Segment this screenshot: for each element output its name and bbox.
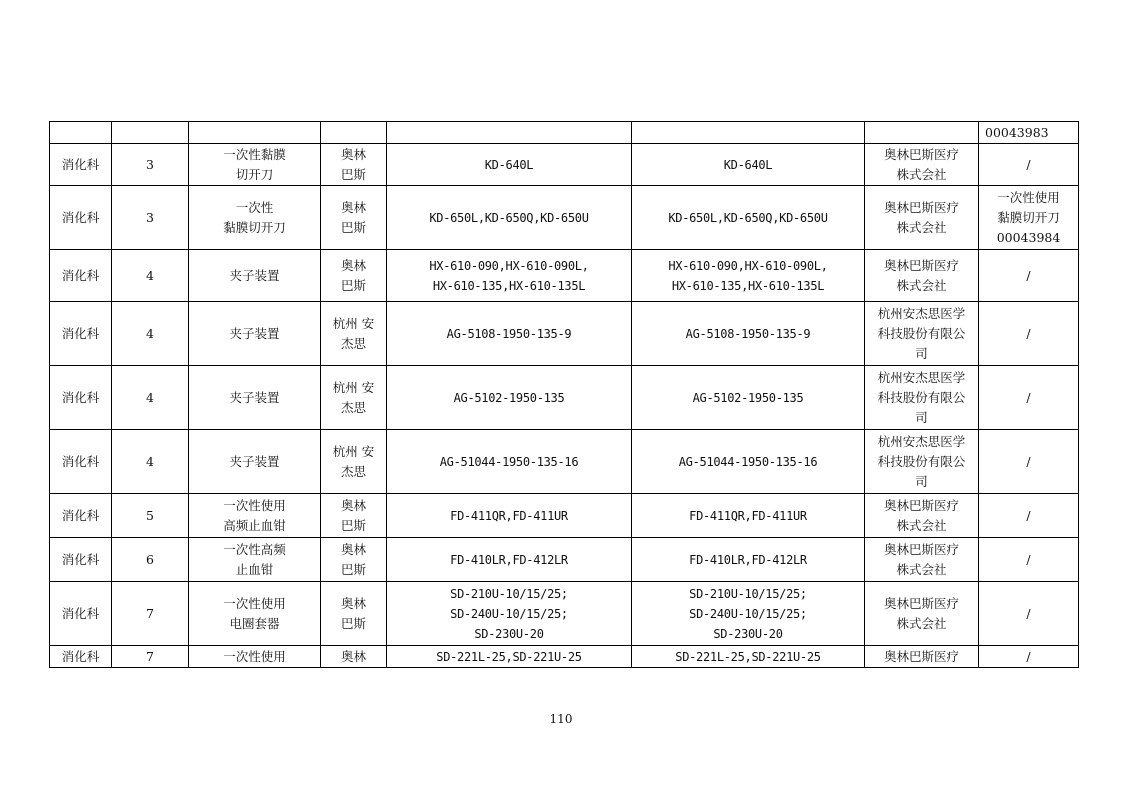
remark-cell-line: 一次性使用 [997, 189, 1060, 205]
class-cell: 3 [112, 186, 189, 250]
remark-cell [979, 494, 1079, 538]
manufacturer-cell-line: 奥林巴斯医疗 [883, 595, 959, 611]
model-spec-cell-line: SD-210U-10/15/25; [689, 586, 807, 601]
class-cell: 5 [112, 494, 189, 538]
remark-cell [979, 250, 1079, 302]
remark-cell-line: 黏膜切开刀 [997, 209, 1060, 225]
class-cell: 4 [112, 302, 189, 366]
device-name-cell-line: 电圈套器 [229, 615, 280, 631]
model-registered-cell [387, 582, 632, 646]
brand-cell [321, 646, 387, 668]
model-registered-cell [387, 302, 632, 366]
model-registered-cell [387, 186, 632, 250]
manufacturer-cell [865, 250, 979, 302]
table-row [50, 366, 1079, 430]
brand-cell-line: 奥林 [340, 595, 366, 611]
model-spec-cell-line: SD-221L-25,SD-221U-25 [675, 649, 821, 664]
remark-cell-line: / [1026, 267, 1031, 283]
model-spec-cell [632, 302, 865, 366]
manufacturer-cell-line: 司 [915, 345, 928, 361]
device-name-cell [189, 494, 321, 538]
model-registered-cell-line: SD-210U-10/15/25; [450, 586, 568, 601]
remark-cell [979, 144, 1079, 186]
manufacturer-cell [865, 494, 979, 538]
manufacturer-cell-line: 奥林巴斯医疗 [883, 199, 959, 215]
remark-cell [979, 582, 1079, 646]
device-table [49, 121, 1079, 668]
device-name-cell [189, 302, 321, 366]
device-name-cell-line: 夹子装置 [229, 267, 280, 283]
manufacturer-cell-line: 株式会社 [896, 277, 947, 293]
model-registered-cell-line: AG-5108-1950-135-9 [446, 326, 572, 341]
dept-cell: 消化科 [50, 494, 112, 538]
model-registered-cell [387, 430, 632, 494]
class-cell: 4 [112, 366, 189, 430]
table-row [50, 430, 1079, 494]
device-name-cell [189, 144, 321, 186]
manufacturer-cell [865, 302, 979, 366]
device-name-cell [189, 122, 321, 144]
model-registered-cell [387, 122, 632, 144]
device-name-cell-line: 黏膜切开刀 [223, 219, 286, 235]
table-row [50, 144, 1079, 186]
page-number: 110 [549, 712, 573, 726]
device-name-cell-line: 夹子装置 [229, 389, 280, 405]
brand-cell-line: 巴斯 [340, 219, 366, 235]
model-spec-cell-line: AG-5108-1950-135-9 [685, 326, 811, 341]
table-row [50, 302, 1079, 366]
model-spec-cell [632, 646, 865, 668]
model-registered-cell [387, 646, 632, 668]
remark-cell-line: / [1026, 648, 1031, 664]
class-cell: 7 [112, 646, 189, 668]
brand-cell [321, 538, 387, 582]
manufacturer-cell-line: 奥林巴斯医疗 [883, 146, 959, 162]
manufacturer-cell [865, 646, 979, 668]
device-name-cell-line: 夹子装置 [229, 453, 280, 469]
model-spec-cell [632, 538, 865, 582]
remark-cell-line: / [1026, 453, 1031, 469]
brand-cell-line: 巴斯 [340, 277, 366, 293]
brand-cell-line: 奥林 [340, 146, 366, 162]
brand-cell [321, 494, 387, 538]
brand-cell [321, 366, 387, 430]
model-spec-cell-line: SD-240U-10/15/25; [689, 606, 807, 621]
remark-cell-line: 00043983 [985, 124, 1049, 140]
brand-cell-line: 杭州 安 [332, 443, 375, 459]
model-registered-cell-line: SD-221L-25,SD-221U-25 [436, 649, 582, 664]
class-cell: 4 [112, 250, 189, 302]
remark-cell [979, 186, 1079, 250]
remark-cell-line: / [1026, 605, 1031, 621]
model-spec-cell [632, 494, 865, 538]
manufacturer-cell [865, 122, 979, 144]
model-spec-cell-line: FD-410LR,FD-412LR [689, 552, 807, 567]
device-name-cell-line: 一次性 [235, 199, 274, 215]
model-spec-cell-line: AG-51044-1950-135-16 [678, 454, 818, 469]
manufacturer-cell-line: 科技股份有限公 [877, 389, 966, 405]
model-registered-cell-line: KD-640L [484, 157, 534, 172]
brand-cell-line: 巴斯 [340, 561, 366, 577]
model-registered-cell-line: SD-240U-10/15/25; [450, 606, 568, 621]
brand-cell-line: 杭州 安 [332, 315, 375, 331]
brand-cell [321, 144, 387, 186]
manufacturer-cell [865, 430, 979, 494]
table-row [50, 494, 1079, 538]
table-row [50, 186, 1079, 250]
remark-cell [979, 302, 1079, 366]
device-name-cell [189, 366, 321, 430]
model-spec-cell [632, 430, 865, 494]
brand-cell-line: 奥林 [340, 257, 366, 273]
model-spec-cell [632, 122, 865, 144]
manufacturer-cell-line: 株式会社 [896, 219, 947, 235]
brand-cell-line: 杰思 [340, 463, 366, 479]
remark-cell-line: / [1026, 325, 1031, 341]
remark-cell [979, 366, 1079, 430]
device-name-cell-line: 一次性使用 [223, 595, 286, 611]
brand-cell-line: 杰思 [340, 399, 366, 415]
manufacturer-cell-line: 司 [915, 409, 928, 425]
remark-cell-line: / [1026, 507, 1031, 523]
table-row [50, 122, 1079, 144]
model-spec-cell-line: AG-5102-1950-135 [692, 390, 804, 405]
table-row [50, 582, 1079, 646]
manufacturer-cell [865, 366, 979, 430]
manufacturer-cell-line: 奥林巴斯医疗 [883, 648, 959, 664]
model-registered-cell [387, 494, 632, 538]
model-registered-cell-line: HX-610-090,HX-610-090L, [429, 258, 589, 273]
model-registered-cell [387, 366, 632, 430]
brand-cell-line: 杰思 [340, 335, 366, 351]
manufacturer-cell [865, 538, 979, 582]
model-spec-cell [632, 582, 865, 646]
model-spec-cell [632, 250, 865, 302]
model-spec-cell-line: HX-610-090,HX-610-090L, [668, 258, 828, 273]
dept-cell: 消化科 [50, 646, 112, 668]
model-registered-cell-line: KD-650L,KD-650Q,KD-650U [429, 210, 589, 225]
model-spec-cell-line: SD-230U-20 [713, 626, 783, 641]
brand-cell-line: 奥林 [340, 648, 366, 664]
manufacturer-cell-line: 株式会社 [896, 615, 947, 631]
manufacturer-cell-line: 杭州安杰思医学 [877, 305, 966, 321]
device-name-cell [189, 186, 321, 250]
device-name-cell-line: 一次性使用 [223, 648, 286, 664]
manufacturer-cell-line: 株式会社 [896, 561, 947, 577]
remark-cell [979, 430, 1079, 494]
remark-cell [979, 538, 1079, 582]
remark-cell-line: / [1026, 551, 1031, 567]
model-spec-cell [632, 186, 865, 250]
brand-cell-line: 奥林 [340, 199, 366, 215]
dept-cell: 消化科 [50, 144, 112, 186]
table-row [50, 250, 1079, 302]
device-name-cell-line: 一次性黏膜 [223, 146, 286, 162]
table-row [50, 646, 1079, 668]
model-spec-cell [632, 366, 865, 430]
remark-cell-line: / [1026, 156, 1031, 172]
device-name-cell [189, 646, 321, 668]
class-cell: 4 [112, 430, 189, 494]
device-name-cell-line: 高频止血钳 [223, 517, 286, 533]
brand-cell-line: 巴斯 [340, 615, 366, 631]
manufacturer-cell-line: 杭州安杰思医学 [877, 433, 966, 449]
model-registered-cell-line: SD-230U-20 [474, 626, 544, 641]
model-spec-cell [632, 144, 865, 186]
model-registered-cell-line: FD-411QR,FD-411UR [450, 508, 568, 523]
dept-cell: 消化科 [50, 430, 112, 494]
brand-cell [321, 430, 387, 494]
brand-cell [321, 582, 387, 646]
model-registered-cell [387, 144, 632, 186]
device-name-cell [189, 430, 321, 494]
manufacturer-cell-line: 奥林巴斯医疗 [883, 541, 959, 557]
dept-cell: 消化科 [50, 250, 112, 302]
manufacturer-cell-line: 司 [915, 473, 928, 489]
dept-cell: 消化科 [50, 366, 112, 430]
table-row [50, 538, 1079, 582]
manufacturer-cell-line: 奥林巴斯医疗 [883, 497, 959, 513]
brand-cell [321, 186, 387, 250]
dept-cell: 消化科 [50, 186, 112, 250]
manufacturer-cell [865, 186, 979, 250]
model-spec-cell-line: HX-610-135,HX-610-135L [671, 278, 825, 293]
manufacturer-cell-line: 杭州安杰思医学 [877, 369, 966, 385]
manufacturer-cell-line: 科技股份有限公 [877, 453, 966, 469]
device-name-cell [189, 582, 321, 646]
dept-cell: 消化科 [50, 538, 112, 582]
model-registered-cell-line: AG-5102-1950-135 [453, 390, 565, 405]
remark-cell-line: 00043984 [996, 229, 1061, 245]
remark-cell [979, 122, 1079, 144]
model-registered-cell [387, 538, 632, 582]
manufacturer-cell [865, 582, 979, 646]
model-spec-cell-line: KD-650L,KD-650Q,KD-650U [668, 210, 828, 225]
model-registered-cell [387, 250, 632, 302]
model-spec-cell-line: FD-411QR,FD-411UR [689, 508, 807, 523]
brand-cell-line: 巴斯 [340, 166, 366, 182]
device-name-cell [189, 250, 321, 302]
class-cell [112, 122, 189, 144]
brand-cell-line: 杭州 安 [332, 379, 375, 395]
brand-cell-line: 巴斯 [340, 517, 366, 533]
dept-cell [50, 122, 112, 144]
brand-cell-line: 奥林 [340, 541, 366, 557]
dept-cell: 消化科 [50, 302, 112, 366]
manufacturer-cell-line: 科技股份有限公 [877, 325, 966, 341]
manufacturer-cell-line: 株式会社 [896, 517, 947, 533]
manufacturer-cell-line: 株式会社 [896, 166, 947, 182]
class-cell: 7 [112, 582, 189, 646]
device-name-cell-line: 一次性高频 [223, 541, 286, 557]
brand-cell-line: 奥林 [340, 497, 366, 513]
model-registered-cell-line: FD-410LR,FD-412LR [450, 552, 568, 567]
model-spec-cell-line: KD-640L [723, 157, 773, 172]
model-registered-cell-line: AG-51044-1950-135-16 [439, 454, 579, 469]
brand-cell [321, 122, 387, 144]
device-name-cell-line: 夹子装置 [229, 325, 280, 341]
model-registered-cell-line: HX-610-135,HX-610-135L [432, 278, 586, 293]
class-cell: 3 [112, 144, 189, 186]
remark-cell [979, 646, 1079, 668]
device-name-cell-line: 切开刀 [235, 166, 274, 182]
device-name-cell-line: 一次性使用 [223, 497, 286, 513]
dept-cell: 消化科 [50, 582, 112, 646]
manufacturer-cell [865, 144, 979, 186]
brand-cell [321, 302, 387, 366]
device-name-cell-line: 止血钳 [235, 561, 274, 577]
brand-cell [321, 250, 387, 302]
manufacturer-cell-line: 奥林巴斯医疗 [883, 257, 959, 273]
device-name-cell [189, 538, 321, 582]
class-cell: 6 [112, 538, 189, 582]
remark-cell-line: / [1026, 389, 1031, 405]
